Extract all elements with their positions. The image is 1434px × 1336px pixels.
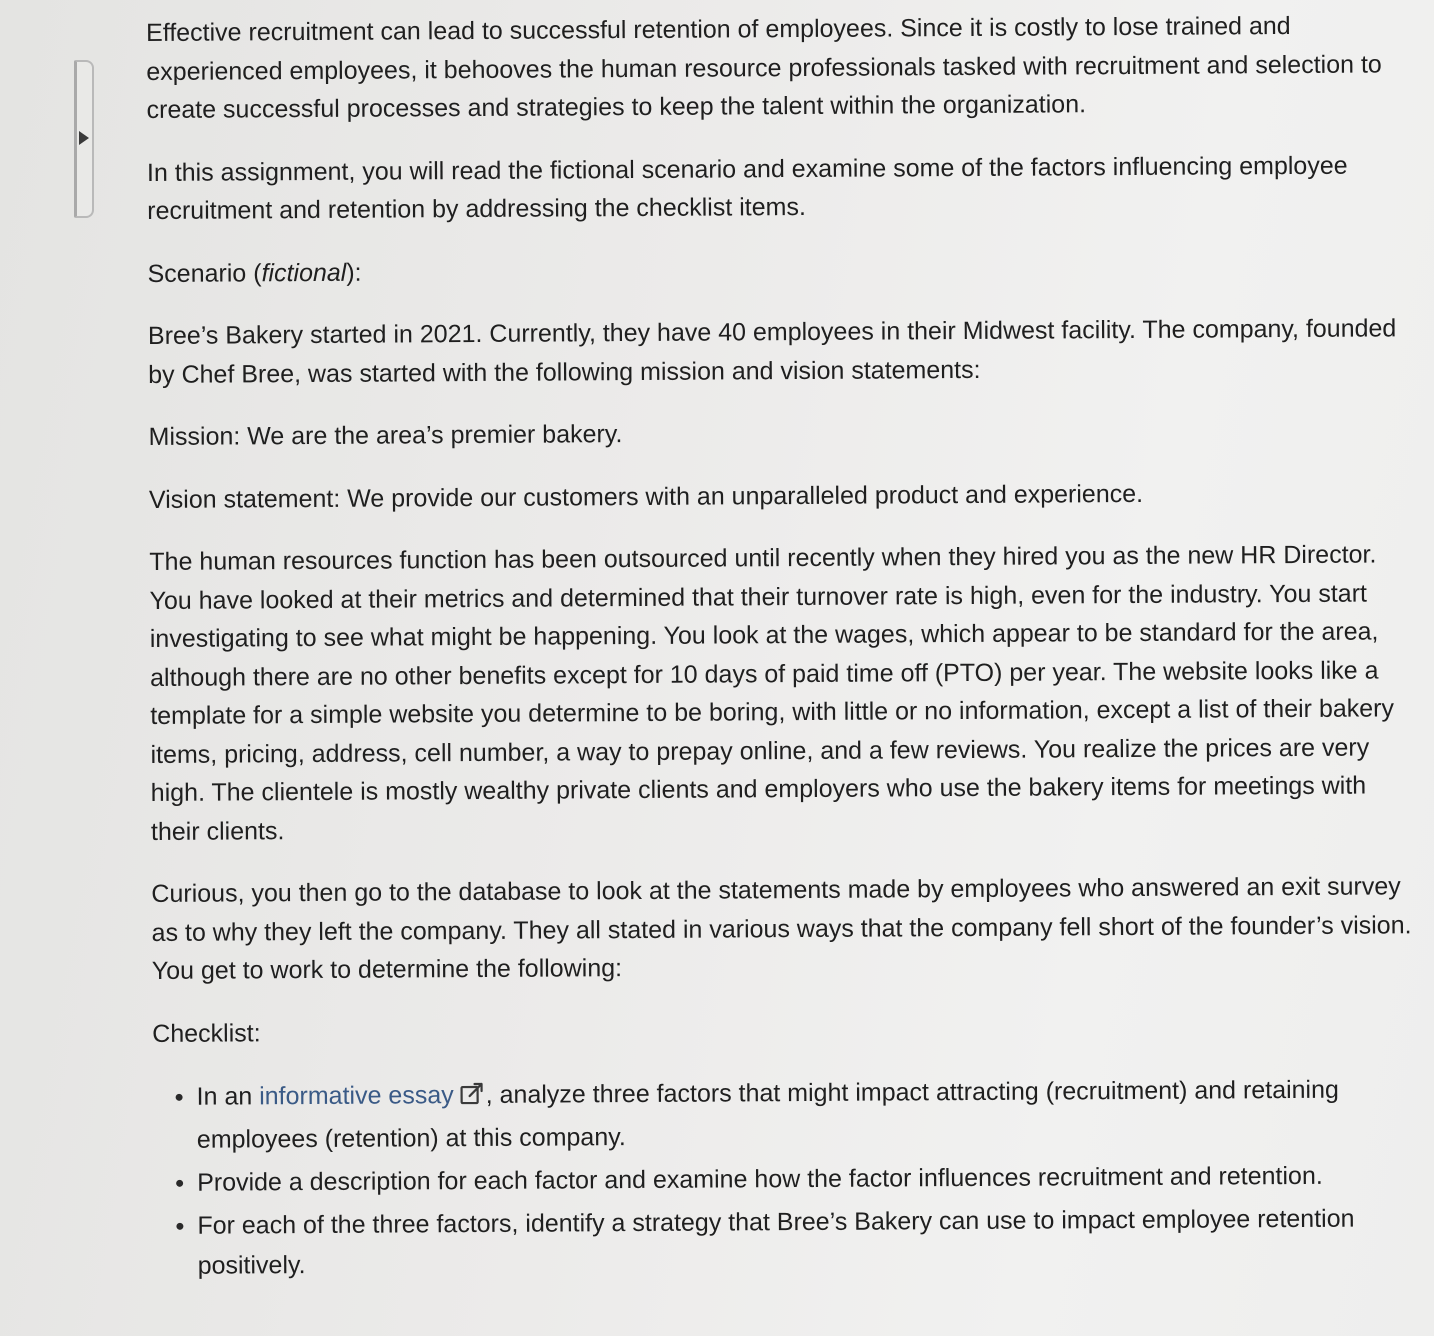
scenario-label-italic: fictional xyxy=(261,258,347,287)
informative-essay-link[interactable] xyxy=(259,1081,486,1110)
mission-statement: Mission: We are the area’s premier bakery. xyxy=(148,420,623,451)
caret-right-icon[interactable] xyxy=(79,131,89,145)
exit-survey-paragraph: Curious, you then go to the database to look at the statements made by employees who answered an exit survey as to why they left the company. They all stated in various ways that the company fell short of the founder’s vision. You get to work to determine the following: xyxy=(151,872,1412,985)
vision-statement: Vision statement: We provide our customers with an unparalleled product and experience. xyxy=(148,479,1144,514)
hr-situation-paragraph: The human resources function has been outsourced until recently when they hired you as the new HR Director. You have looked at their metrics and determined that their turnover rate is high, even for the industry. You start investigating to see what might be happening. You look at the wages, which appear to be standard for the area, although there are no other benefits except for 10 days of paid time off (PTO) per year. The website looks like a template for a simple website you determine to be boring, with little or no information, except a list of their bakery items, pricing, address, cell number, a way to prepay online, and a few reviews. You realize the prices are very high. The clientele is mostly wealthy private clients and employers who use the bakery items for meetings with their clients. xyxy=(149,540,1395,846)
checklist-item: For each of the three factors, identify a strategy that Bree’s Bakery can use to impact employee retention positively. xyxy=(197,1198,1415,1285)
scenario-label xyxy=(147,247,1409,293)
intro-paragraph: Effective recruitment can lead to successful retention of employees. Since it is costly to lose trained and experienced employees, it behooves the human resource professionals tasked with recruitment and selection to create successful processes and strategies to keep the talent within the organization. xyxy=(146,12,1382,124)
informative-essay-link-text[interactable]: informative essay xyxy=(259,1081,454,1111)
checklist xyxy=(152,1069,1415,1286)
background-paragraph: Bree’s Bakery started in 2021. Currently, they have 40 employees in their Midwest facility. The company, founded by Chef Bree, was started with the following mission and vision statements: xyxy=(147,314,1397,389)
checklist-item: Provide a description for each factor and examine how the factor influences recruitment and retention. xyxy=(197,1155,1415,1202)
checklist-item xyxy=(196,1069,1414,1159)
checklist-item1-suffix: , analyze three factors that might impact attracting (recruitment) and retaining employees (retention) at this company. xyxy=(196,1075,1339,1154)
external-link-icon[interactable] xyxy=(460,1078,486,1118)
scenario-label-prefix: Scenario ( xyxy=(147,258,262,288)
assignment-paragraph: In this assignment, you will read the fictional scenario and examine some of the factors influencing employee recruitment and retention by addressing the checklist items. xyxy=(146,151,1348,225)
checklist-item1-prefix: In an xyxy=(196,1082,260,1111)
assignment-content xyxy=(146,6,1416,1289)
checklist-label: Checklist: xyxy=(152,1018,261,1048)
scenario-label-suffix: ): xyxy=(346,258,362,287)
